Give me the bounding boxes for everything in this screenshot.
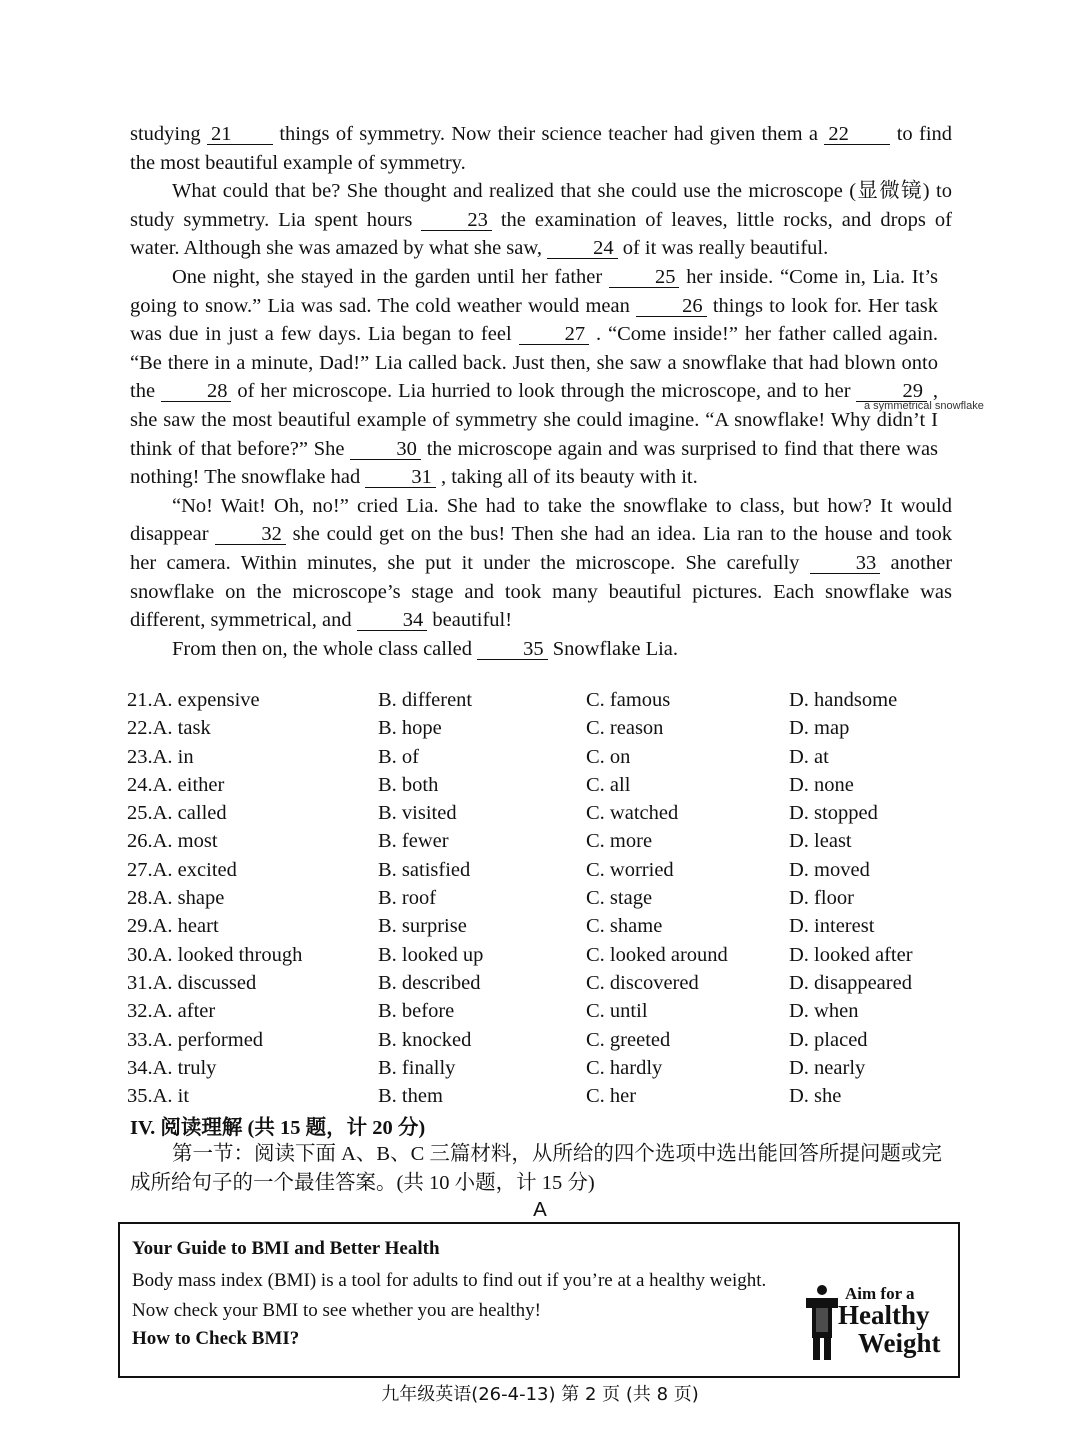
option-d: D. looked after <box>789 943 913 966</box>
blank-29: 29 <box>856 381 927 402</box>
blank-35: 35 <box>477 639 548 660</box>
option-row <box>127 856 957 884</box>
option-d: D. map <box>789 717 850 740</box>
passage-text: “No! Wait! Oh, no!” cried Lia. She had to take the snowflake to class, but how? It would disappear <box>130 494 952 546</box>
passage-text: of it was really beautiful. <box>622 237 829 260</box>
passage-paragraph-1 <box>130 120 952 177</box>
passage-text: . “Come inside!” her father called again. “Be there in a minute, Dad!” Lia called back. Just then, she saw a snowflake that had blown onto the <box>130 323 939 403</box>
option-b: B. fewer <box>378 830 449 853</box>
blank-34: 34 <box>357 610 428 631</box>
option-a: 32.A. after <box>127 1000 216 1023</box>
passage-letter: A <box>533 1198 547 1221</box>
option-c: C. worried <box>586 858 674 881</box>
option-c: C. discovered <box>586 971 699 994</box>
option-d: D. she <box>789 1085 842 1108</box>
option-row <box>127 969 957 997</box>
option-a: 29.A. heart <box>127 915 219 938</box>
option-row <box>127 1054 957 1082</box>
option-a: 22.A. task <box>127 717 211 740</box>
option-row <box>127 714 957 742</box>
option-b: B. surprise <box>378 915 467 938</box>
figure-leg-right <box>824 1336 831 1360</box>
box-body: Body mass index (BMI) is a tool for adults to find out if you’re at a healthy weight. Now check your BMI to see whether you are healthy! <box>132 1270 767 1321</box>
option-c: C. until <box>586 1000 648 1023</box>
option-c: C. famous <box>586 689 671 711</box>
logo-text-weight: Weight <box>858 1328 941 1358</box>
option-c: C. on <box>586 745 631 768</box>
option-row <box>127 743 957 771</box>
option-a: 35.A. it <box>127 1085 190 1108</box>
option-row <box>127 686 957 714</box>
option-b: B. finally <box>378 1056 456 1079</box>
option-b: B. hope <box>378 717 442 740</box>
option-d: D. at <box>789 745 829 768</box>
passage-text: her inside. “Come in, Lia. It’s going to snow.” Lia was sad. The cold weather would mean <box>130 265 938 317</box>
option-a: 27.A. excited <box>127 858 237 881</box>
passage-text: One night, she stayed in the garden until her father <box>172 265 603 288</box>
option-row <box>127 912 957 940</box>
option-c: C. hardly <box>586 1056 663 1079</box>
option-b: B. roof <box>378 887 437 910</box>
option-b: B. both <box>378 773 439 796</box>
figure-leg-left <box>813 1336 820 1360</box>
passage-text: to find the most beautiful example of symmetry. <box>130 123 953 174</box>
option-row <box>127 997 957 1025</box>
passage-text: things of symmetry. Now their science teacher had given them a <box>279 123 818 145</box>
passage-text: things to look for. Her task was due in just a few days. Lia began to feel <box>130 294 939 346</box>
option-a: 21.A. expensive <box>127 689 260 711</box>
option-d: D. handsome <box>789 689 898 711</box>
cloze-passage <box>130 120 952 663</box>
options-list <box>127 686 957 1110</box>
option-b: B. of <box>378 745 419 768</box>
passage-text: Snowflake Lia. <box>552 637 679 660</box>
passage-paragraph-2 <box>130 177 952 263</box>
passage-text: From then on, the whole class called <box>172 637 473 660</box>
image-caption: a symmetrical snowflake <box>864 400 984 412</box>
option-c: C. her <box>586 1085 637 1108</box>
option-a: 23.A. in <box>127 745 194 768</box>
option-d: D. interest <box>789 915 875 938</box>
blank-23: 23 <box>421 210 492 231</box>
blank-27: 27 <box>519 324 590 345</box>
page-footer: 九年级英语(26-4-13) 第 2 页 (共 8 页) <box>381 1384 699 1405</box>
option-row <box>127 1026 957 1054</box>
section-instructions: 第一节：阅读下面 A、B、C 三篇材料，从所给的四个选项中选出能回答所提问题或完成所给句子的一个最佳答案。(共 10 小题，计 15 分) <box>130 1143 942 1194</box>
blank-26: 26 <box>636 296 707 317</box>
option-c: C. stage <box>586 887 653 910</box>
option-a: 26.A. most <box>127 830 218 853</box>
blank-31: 31 <box>365 467 436 488</box>
option-d: D. placed <box>789 1028 868 1051</box>
passage-text: beautiful! <box>432 609 513 632</box>
passage-text: , she saw the most beautiful example of symmetry she could imagine. “A snowflake! Why didn’t I think of that before?” She <box>130 380 939 460</box>
option-d: D. least <box>789 830 852 853</box>
logo-text-aim: Aim for a <box>845 1284 915 1303</box>
option-d: D. nearly <box>789 1056 866 1079</box>
passage-paragraph-3 <box>130 263 952 492</box>
passage-text: , taking all of its beauty with it. <box>440 466 698 489</box>
blank-32: 32 <box>215 524 286 545</box>
option-c: C. all <box>586 773 631 796</box>
option-a: 24.A. either <box>127 773 225 796</box>
blank-24: 24 <box>547 238 618 259</box>
option-a: 34.A. truly <box>127 1056 217 1079</box>
option-d: D. floor <box>789 887 854 910</box>
box-subheading: How to Check BMI? <box>132 1328 300 1349</box>
passage-text: studying <box>130 123 201 145</box>
option-d: D. none <box>789 773 854 796</box>
option-row <box>127 1082 957 1110</box>
passage-text: What could that be? She thought and realized that she could use the microscope (显微镜) to study symmetry. Lia spent hours <box>130 180 952 231</box>
option-d: D. disappeared <box>789 971 912 994</box>
box-title: Your Guide to BMI and Better Health <box>132 1238 440 1259</box>
option-row <box>127 884 957 912</box>
passage-text: the microscope again and was surprised to find that there was nothing! The snowflake had <box>130 437 939 489</box>
passage-text: another snowflake on the microscope’s stage and took many beautiful pictures. Each snowflake was different, symmetrical, and <box>130 551 953 632</box>
option-a: 28.A. shape <box>127 887 225 910</box>
option-row <box>127 771 957 799</box>
option-b: B. looked up <box>378 943 484 966</box>
option-b: B. before <box>378 1000 455 1023</box>
option-b: B. described <box>378 971 481 994</box>
option-b: B. visited <box>378 802 457 825</box>
option-c: C. more <box>586 830 653 853</box>
blank-33: 33 <box>810 553 881 574</box>
option-row <box>127 941 957 969</box>
option-d: D. moved <box>789 858 870 881</box>
blank-28: 28 <box>161 381 232 402</box>
option-row <box>127 799 957 827</box>
option-c: C. shame <box>586 915 663 938</box>
option-d: D. when <box>789 1000 859 1023</box>
option-c: C. greeted <box>586 1028 671 1051</box>
passage-text: she could get on the bus! Then she had an idea. Lia ran to the house and took her camera. Within minutes, she put it under the microscope. She carefully <box>130 523 952 574</box>
figure-scale <box>816 1308 828 1332</box>
passage-paragraph-4 <box>130 492 952 635</box>
option-row <box>127 827 957 855</box>
section-title: IV. 阅读理解 (共 15 题，计 20 分) <box>130 1117 426 1139</box>
option-a: 30.A. looked through <box>127 943 303 966</box>
option-b: B. satisfied <box>378 858 471 881</box>
passage-paragraph-5 <box>130 635 952 664</box>
option-b: B. different <box>378 689 473 711</box>
option-a: 33.A. performed <box>127 1028 264 1051</box>
passage-text: of her microscope. Lia hurried to look through the microscope, and to her <box>237 380 851 403</box>
option-b: B. them <box>378 1085 443 1108</box>
figure-head-icon <box>817 1285 827 1295</box>
option-c: C. watched <box>586 802 679 825</box>
blank-30: 30 <box>350 439 421 460</box>
option-a: 25.A. called <box>127 802 227 825</box>
option-b: B. knocked <box>378 1028 472 1051</box>
option-d: D. stopped <box>789 802 878 825</box>
blank-21: 21 <box>207 124 273 145</box>
option-c: C. looked around <box>586 943 728 966</box>
logo-text-healthy: Healthy <box>838 1300 930 1330</box>
option-a: 31.A. discussed <box>127 971 257 994</box>
blank-22: 22 <box>824 124 890 145</box>
passage-text: the examination of leaves, little rocks, and drops of water. Although she was amazed by what she saw, <box>130 208 952 260</box>
option-c: C. reason <box>586 717 664 740</box>
blank-25: 25 <box>609 267 680 288</box>
